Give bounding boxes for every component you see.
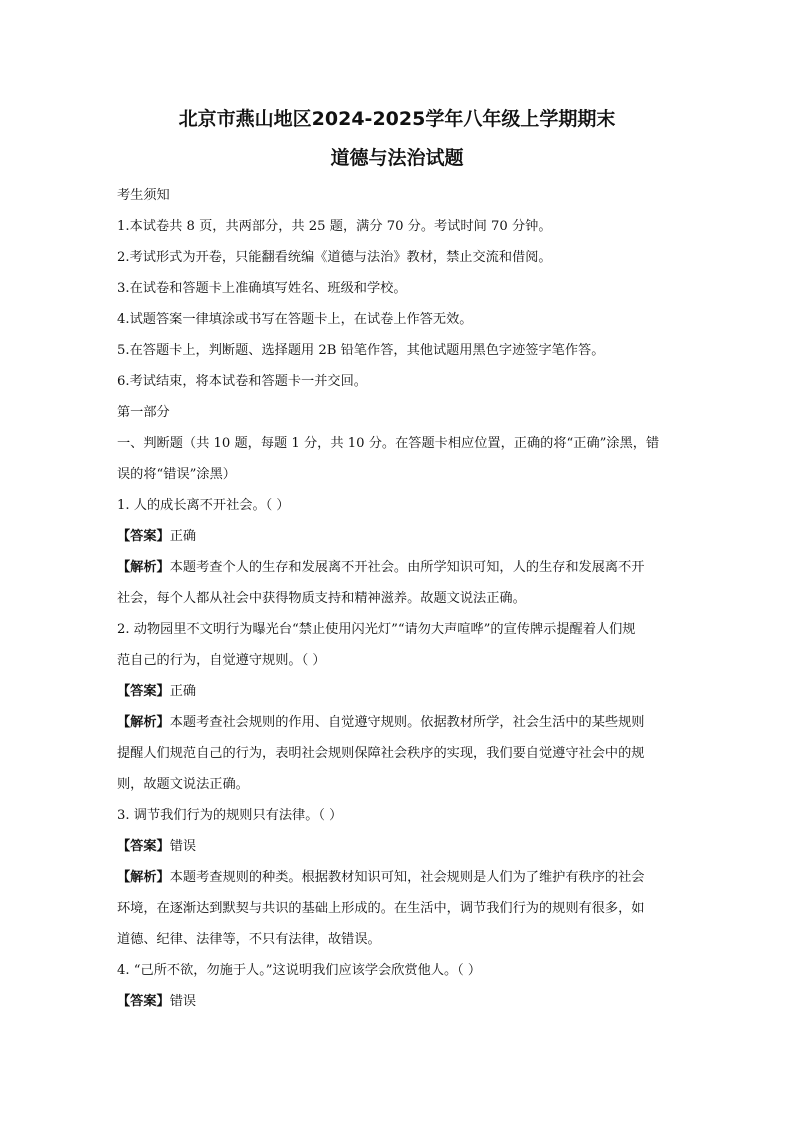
notice-heading: 考生须知 <box>117 188 170 203</box>
answer-tag: 【答案】 <box>117 994 170 1009</box>
notice-item-4: 4.试题答案一律填涂或书写在答题卡上，在试卷上作答无效。 <box>117 312 473 327</box>
notice-item-2: 2.考试形式为开卷，只能翻看统编《道德与法治》教材，禁止交流和借阅。 <box>117 250 552 265</box>
answer-tag: 【答案】 <box>117 839 170 854</box>
question-1-text: 1. 人的成长离不开社会。（ ） <box>117 498 290 513</box>
question-3-analysis-line-1 <box>117 862 677 893</box>
question-1-analysis-line-1 <box>117 552 677 583</box>
notice-item-3: 3.在试卷和答题卡上准确填写姓名、班级和学校。 <box>117 281 407 296</box>
question-2-analysis-line-2: 提醒人们规范自己的行为，表明社会规则保障社会秩序的实现，我们要自觉遵守社会中的规 <box>117 746 645 761</box>
question-4-answer <box>117 986 677 1017</box>
answer-value: 错误 <box>169 994 197 1009</box>
question-4-text: 4. “己所不欲，勿施于人。”这说明我们应该学会欣赏他人。（ ） <box>117 963 482 978</box>
question-2-text-line-1: 2. 动物园里不文明行为曝光台“禁止使用闪光灯”“请勿大声喧哗”的宣传牌示提醒着人们规 <box>117 622 636 637</box>
question-1-answer <box>117 521 677 552</box>
analysis-tag: 【解析】 <box>117 870 170 885</box>
answer-value: 正确 <box>169 684 197 699</box>
part-heading: 第一部分 <box>117 405 170 420</box>
answer-tag: 【答案】 <box>117 684 170 699</box>
question-3-text: 3. 调节我们行为的规则只有法律。（ ） <box>117 808 343 823</box>
section-intro-line-2: 误的将“错误”涂黑） <box>117 467 236 482</box>
document-title: 北京市燕山地区2024-2025学年八年级上学期期末 <box>178 108 616 130</box>
question-1-analysis-line-2: 社会，每个人都从社会中获得物质支持和精神滋养。故题文说法正确。 <box>117 591 526 606</box>
analysis-text: 本题考查个人的生存和发展离不开社会。由所学知识可知，人的生存和发展离不开 <box>169 560 645 575</box>
analysis-text: 本题考查规则的种类。根据教材知识可知，社会规则是人们为了维护有秩序的社会 <box>169 870 645 885</box>
document-body <box>117 180 677 1017</box>
question-2-text-line-2: 范自己的行为，自觉遵守规则。（ ） <box>117 653 326 668</box>
section-intro-line-1: 一、判断题（共 10 题，每题 1 分，共 10 分。在答题卡相应位置，正确的将“正确”涂黑，错 <box>117 436 660 451</box>
notice-item-5: 5.在答题卡上，判断题、选择题用 2B 铅笔作答，其他试题用黑色字迹签字笔作答。 <box>117 343 605 358</box>
analysis-text: 本题考查社会规则的作用、自觉遵守规则。依据教材所学，社会生活中的某些规则 <box>169 715 645 730</box>
answer-value: 错误 <box>169 839 197 854</box>
answer-tag: 【答案】 <box>117 529 170 544</box>
document-subtitle: 道德与法治试题 <box>330 147 464 169</box>
analysis-tag: 【解析】 <box>117 560 170 575</box>
question-3-analysis-line-3: 道德、纪律、法律等，不只有法律，故错误。 <box>117 932 381 947</box>
notice-item-6: 6.考试结束，将本试卷和答题卡一并交回。 <box>117 374 367 389</box>
answer-value: 正确 <box>169 529 197 544</box>
question-3-analysis-line-2: 环境，在逐渐达到默契与共识的基础上形成的。在生活中，调节我们行为的规则有很多，如 <box>117 901 645 916</box>
question-2-answer <box>117 676 677 707</box>
notice-item-1: 1.本试卷共 8 页，共两部分，共 25 题，满分 70 分。考试时间 70 分钟。 <box>117 219 552 234</box>
question-2-analysis-line-3: 则，故题文说法正确。 <box>117 777 249 792</box>
analysis-tag: 【解析】 <box>117 715 170 730</box>
question-2-analysis-line-1 <box>117 707 677 738</box>
question-3-answer <box>117 831 677 862</box>
